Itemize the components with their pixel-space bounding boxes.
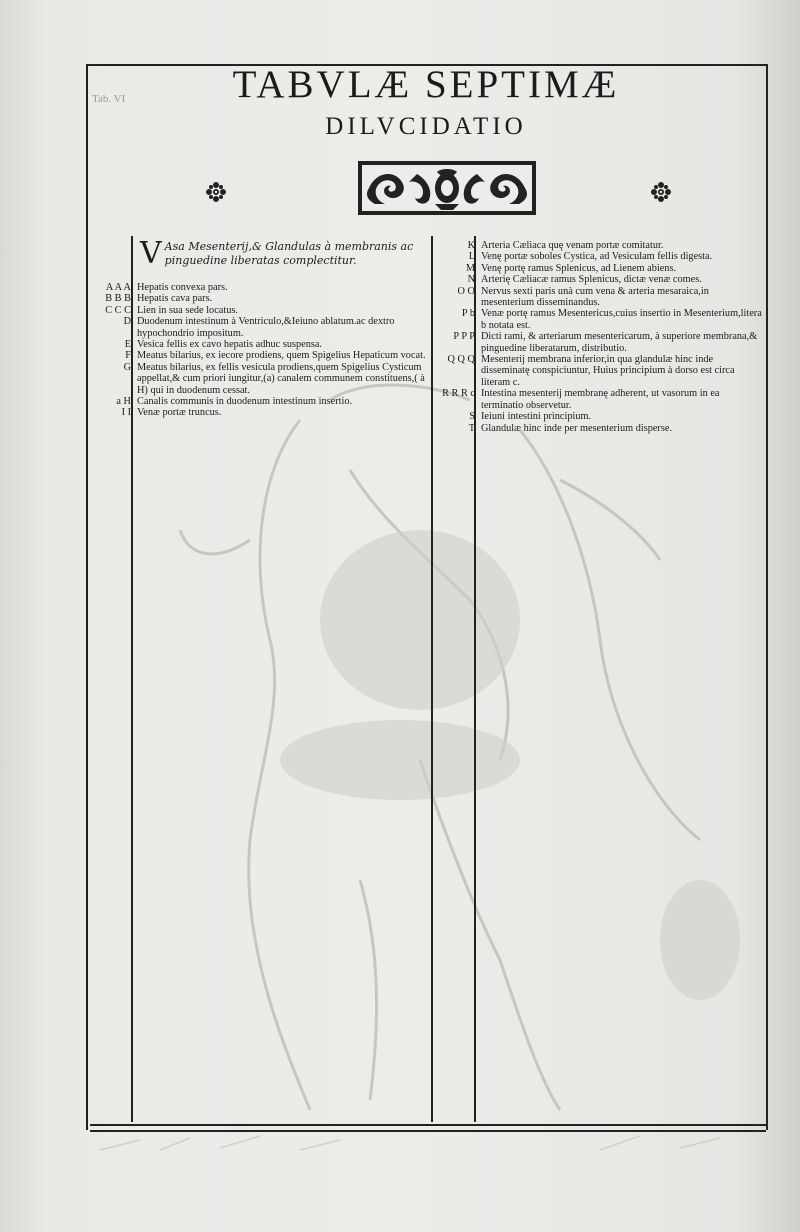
legend-entry: [461, 308, 763, 331]
legend-key-letters: G: [123, 361, 131, 373]
legend-description: Duodenum intestinum à Ventriculo,&Ieiuno ablatum.ac dextro hypochondrio impositum.: [137, 316, 395, 339]
legend-description: Ieiuni intestini principium.: [481, 411, 592, 423]
legend-key-letters: L: [468, 251, 475, 263]
legend-key-letters: I I: [121, 407, 131, 419]
legend-description: Meatus bilarius, ex iecore prodiens, quem Spigelius Hepaticum vocat.: [137, 350, 426, 362]
legend-entry: [467, 274, 763, 286]
legend-entry: [123, 316, 429, 339]
legend-key-letters: Q Q Q: [447, 354, 475, 366]
frame-right-rule: [766, 64, 768, 1130]
legend-key-letters: O O: [457, 285, 475, 297]
legend-entry: [105, 293, 429, 305]
rosette-icon: [205, 181, 227, 203]
legend-description: Glandulæ hinc inde per mesenterium disperse.: [481, 422, 673, 434]
running-head: Tab. VI: [92, 93, 126, 105]
legend-description: Venę portæ soboles Cystica, ad Vesiculam fellis digesta.: [481, 251, 713, 263]
page-title: TABVLÆ SEPTIMÆ: [232, 63, 620, 106]
legend-entry: [468, 251, 763, 263]
legend-description: Venæ portæ truncus.: [137, 407, 222, 419]
legend-description: Venę portę ramus Splenicus, ad Lienem abiens.: [481, 262, 677, 274]
legend-key-letters: P b: [461, 308, 475, 320]
legend-key-letters: a H: [116, 396, 131, 408]
rosette-icon: [650, 181, 672, 203]
legend-entry: [465, 262, 763, 274]
legend-key-letters: R R R c: [442, 388, 475, 400]
legend-description: Dicti rami, & arteriarum mesentericarum, à superiore membrana,& pinguedine liberatarum, distributio.: [481, 331, 758, 354]
legend-description: Venæ portę ramus Mesentericus,cuius insertio in Mesenterium,litera b notata est.: [481, 308, 762, 331]
left-key-column-rule: [131, 236, 133, 1122]
legend-description: Hepatis convexa pars.: [137, 282, 228, 293]
intro-text: Asa Mesenterij,& Glandulas à membranis ac pinguedine liberatas complectitur.: [164, 240, 414, 267]
legend-key-letters: T: [468, 422, 475, 434]
legend-key-letters: S: [469, 411, 475, 423]
legend-entry: [469, 411, 763, 423]
drop-cap: V: [140, 236, 162, 271]
right-legend-column: [442, 240, 763, 434]
legend-description: Canalis communis in duodenum intestinum insertio.: [137, 396, 353, 408]
bottom-rule-lower: [90, 1130, 766, 1132]
right-key-column-rule: [474, 236, 476, 1122]
legend-key-letters: F: [125, 350, 131, 362]
legend-key-letters: D: [123, 316, 131, 328]
legend-description: Vesica fellis ex cavo hepatis adhuc suspensa.: [137, 339, 322, 351]
legend-entry: [123, 361, 429, 396]
legend-entry: [457, 285, 763, 309]
legend-description: Nervus sexti paris unà cum vena & arteria mesaraica,in mesenterium disseminandus.: [481, 285, 709, 309]
legend-entry: [105, 282, 429, 293]
legend-entry: [467, 240, 763, 251]
legend-entry: [468, 422, 763, 434]
legend-entry: [105, 304, 429, 316]
legend-key-letters: C C C: [105, 304, 131, 316]
legend-entry: [125, 350, 429, 362]
legend-entry: [447, 354, 763, 388]
legend-description: Intestina mesenterij membranę adherent, ut vasorum in ea terminatio observetur.: [481, 388, 720, 411]
legend-key-letters: B B B: [105, 293, 131, 305]
bottom-rule: [90, 1124, 766, 1126]
legend-entry: [121, 407, 429, 419]
left-legend-column: [105, 282, 429, 419]
legend-description: Hepatis cava pars.: [137, 293, 213, 305]
legend-description: Lien in sua sede locatus.: [137, 304, 238, 316]
page-subtitle: DILVCIDATIO: [325, 113, 527, 140]
legend-key-letters: K: [467, 240, 475, 251]
legend-description: Arteria Cæliaca quę venam portæ comitatur.: [481, 240, 664, 251]
legend-entry: [442, 388, 763, 411]
acanthus-headpiece-ornament: [357, 160, 537, 216]
frame-left-rule: [86, 64, 88, 1130]
legend-key-letters: M: [465, 262, 475, 274]
legend-entry: [124, 339, 429, 351]
legend-key-letters: N: [467, 274, 475, 286]
legend-description: Arterię Cæliacæ ramus Splenicus, dictæ venæ comes.: [481, 274, 702, 286]
intro-paragraph: [140, 236, 430, 271]
legend-key-letters: A A A: [105, 282, 131, 293]
legend-key-letters: E: [124, 339, 131, 351]
legend-description: Meatus bilarius, ex fellis vesicula prodiens,quem Spigelius Cysticum appellat,& cum priori iungitur,(a) canalem communem constituens,( à H) qui in duodenum cessat.: [137, 361, 425, 396]
legend-key-letters: P P P: [453, 331, 475, 343]
legend-description: Mesenterij membrana inferior,in qua glandulæ hinc inde disseminatę conspiciuntur, Huius principium à dorso est circa literam c.: [481, 354, 735, 388]
legend-entry: [116, 396, 429, 408]
legend-entry: [453, 331, 763, 354]
center-column-rule: [431, 236, 433, 1122]
